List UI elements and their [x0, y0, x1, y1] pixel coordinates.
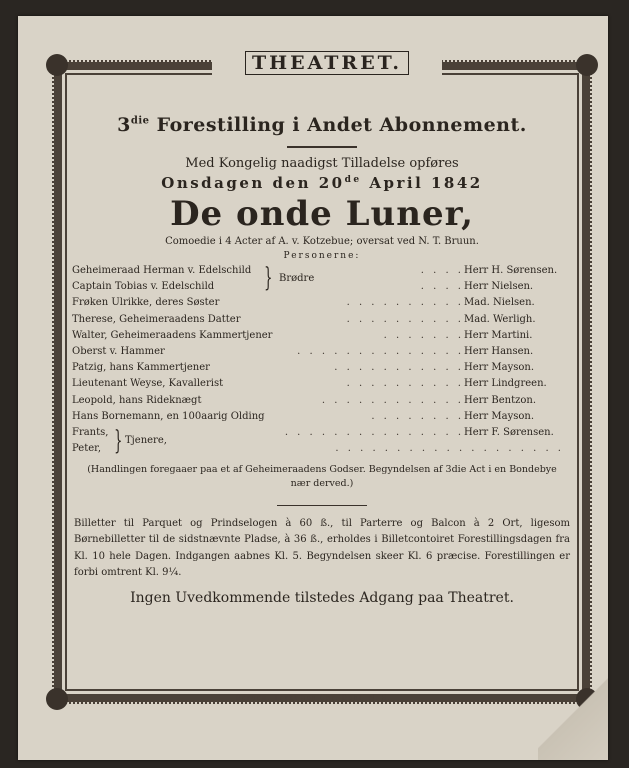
- dot-leader: . . . . . . . . . . . . . .: [297, 345, 464, 357]
- cast-actor: Herr F. Sørensen.: [464, 426, 554, 438]
- dot-leader: . . . .: [420, 265, 464, 276]
- corner-ornament: [576, 688, 598, 710]
- cast-role: Frants,: [72, 426, 109, 438]
- play-subtitle: Comoedie i 4 Acter af A. v. Kotzebue; oversat ved N. T. Bruun.: [165, 236, 479, 247]
- divider: [287, 146, 357, 148]
- cast-list: [70, 263, 574, 457]
- cast-role: Frøken Ulrikke, deres Søster: [72, 297, 220, 309]
- cast-row: [70, 360, 574, 376]
- cast-actor: Herr Lindgreen.: [464, 378, 547, 390]
- admission-notice: Ingen Uvedkommende tilstedes Adgang paa Theatret.: [130, 589, 514, 606]
- permission-line: Med Kongelig naadigst Tilladelse opføres: [185, 156, 459, 171]
- dot-leader: . . . . . . . . . .: [346, 378, 464, 390]
- setting-note: (Handlingen foregaaer paa et af Geheimeraadens Godser. Begyndelsen af 3die Act i en Bondebye nær derved.): [87, 463, 557, 489]
- cast-actor: Herr Bentzon.: [464, 394, 537, 406]
- cast-role: Captain Tobias v. Edelschild: [72, 281, 215, 293]
- ornamental-border: [52, 52, 592, 704]
- cast-row: [70, 295, 574, 311]
- cast-actor: Herr Mayson.: [464, 410, 534, 422]
- divider: [277, 505, 367, 506]
- dot-leader: . . . . . . . . . . . . . . .: [284, 426, 464, 438]
- cast-role: Lieutenant Weyse, Kavallerist: [72, 378, 224, 390]
- cast-role: Therese, Geheimeraadens Datter: [72, 313, 241, 325]
- dot-leader: . . . . . . . . . . . . . . . . . . .: [335, 442, 564, 454]
- header-band: [212, 48, 442, 78]
- date-suffix: April 1842: [369, 174, 483, 192]
- cast-actor: Herr H. Sørensen.: [464, 265, 558, 276]
- ticket-info: Billetter til Parquet og Prindselogen à 60 ß., til Parterre og Balcon à 2 Ort, ligesom Børnebilletter til de sidstnævnte Pladse, à 36 ß., erholdes i Billetcontoiret Forestillingsdagen fra Kl. 10 hele Dagen. Indgangen aabnes Kl. 5. Begyndelsen skeer Kl. 6 præcise. Forestillingen er forbi omtrent Kl. 9¼.: [74, 517, 570, 579]
- date-prefix: Onsdagen den 20: [161, 174, 345, 192]
- cast-role: Hans Bornemann, en 100aarig Olding: [72, 410, 265, 422]
- personerne-heading: Personerne:: [283, 251, 361, 261]
- cast-row: [70, 312, 574, 328]
- cast-row: [70, 279, 574, 295]
- brace: }: [114, 425, 123, 456]
- playbill-content: [70, 84, 574, 606]
- dot-leader: . . . .: [420, 281, 464, 293]
- dot-leader: . . . . . . .: [383, 329, 464, 341]
- performance-date: [70, 174, 574, 192]
- cast-row: [70, 328, 574, 344]
- playbill-paper: [18, 16, 608, 760]
- cast-role: Walter, Geheimeraadens Kammertjener: [72, 329, 273, 341]
- abonnement-text: Forestilling i Andet Abonnement.: [156, 114, 527, 136]
- abonnement-line: [70, 114, 574, 136]
- cast-role: Leopold, hans Rideknægt: [72, 394, 202, 406]
- date-sup: de: [344, 175, 362, 185]
- ordinal: 3: [117, 114, 131, 136]
- cast-row: [70, 393, 574, 409]
- dot-leader: . . . . . . . . . . .: [334, 362, 464, 374]
- servants-label: Tjenere,: [125, 434, 167, 446]
- cast-row-servants: [70, 425, 574, 457]
- play-title: De onde Luner,: [170, 194, 474, 234]
- cast-actor: Mad. Nielsen.: [464, 297, 535, 309]
- cast-row: [70, 409, 574, 425]
- cast-actor: Mad. Werligh.: [464, 313, 536, 325]
- cast-actor: Herr Mayson.: [464, 362, 534, 374]
- cast-role: Geheimeraad Herman v. Edelschild: [72, 265, 252, 276]
- dot-leader: . . . . . . . . . . . .: [321, 394, 464, 406]
- cast-row: [70, 344, 574, 360]
- theatre-header: THEATRET.: [245, 51, 409, 75]
- cast-role: Oberst v. Hammer: [72, 345, 165, 357]
- brothers-label: Brødre: [279, 273, 315, 284]
- brace: }: [264, 263, 273, 293]
- cast-actor: Herr Hansen.: [464, 345, 534, 357]
- cast-role: Patzig, hans Kammertjener: [72, 362, 210, 374]
- dot-leader: . . . . . . . . . .: [346, 313, 464, 325]
- dot-leader: . . . . . . . .: [371, 410, 464, 422]
- cast-role: Peter,: [72, 442, 101, 454]
- cast-row: [70, 376, 574, 392]
- printer-credit: Bergen. Trykt hos Chr. Dahl, N. S.: [235, 694, 391, 702]
- dot-leader: . . . . . . . . . .: [346, 297, 464, 309]
- corner-ornament: [576, 54, 598, 76]
- corner-ornament: [46, 54, 68, 76]
- ordinal-sup: die: [130, 115, 150, 127]
- cast-actor: Herr Martini.: [464, 329, 533, 341]
- cast-actor: Herr Nielsen.: [464, 281, 534, 293]
